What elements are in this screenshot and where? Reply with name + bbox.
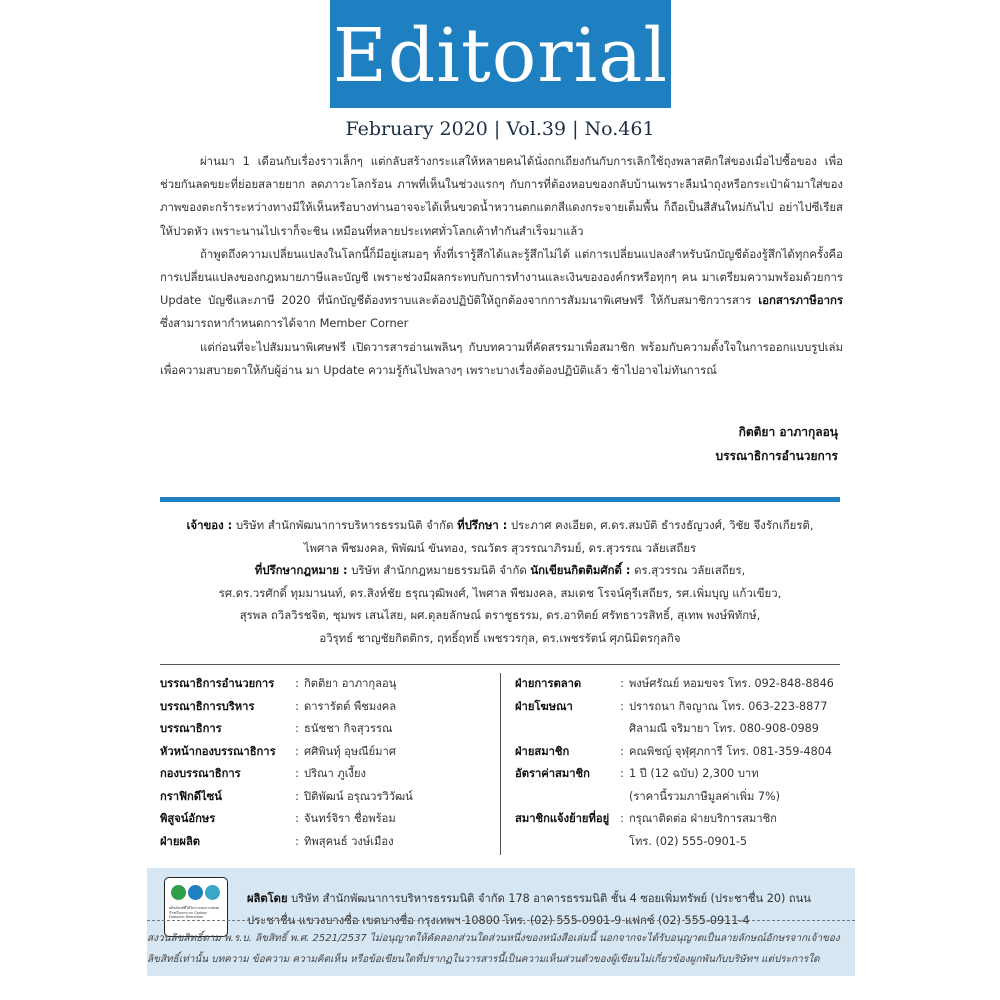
consultant-value: ประภาศ คงเอียด, ศ.ดร.สมบัติ ธำรงธัญวงศ์, วิชัย จึงรักเกียรติ, bbox=[510, 518, 814, 532]
copyright-notice: สงวนลิขสิทธิ์ตาม พ.ร.บ. ลิขสิทธิ์ พ.ศ. 2521/2537 ไม่อนุญาตให้คัดลอกส่วนใดส่วนหนึ่งของหนังสือเล่มนี้ นอกจากจะได้รับอนุญาตเป็นลายลักษณ์อักษรจากเจ้าของลิขสิทธิ์เท่านั้น บทความ ข้อความ ความคิดเห็น หรือข้อเขียนใดที่ปรากฏในวารสารนี้เป็นความเห็นส่วนตัวของผู้เขียนไม่เกี่ยวข้องผูกพันกับบริษัทฯ แต่ประการใด bbox=[147, 933, 840, 965]
staff-value bbox=[304, 786, 413, 809]
drop-icon bbox=[205, 885, 220, 900]
publisher-label: ผลิตโดย bbox=[247, 892, 288, 905]
footprint-icon bbox=[188, 885, 203, 900]
staff-colon: : bbox=[295, 677, 299, 690]
staff-role: บรรณาธิการอำนวยการ bbox=[160, 677, 275, 690]
staff-divider bbox=[160, 664, 840, 665]
staff-role: ฝ่ายผลิต bbox=[160, 834, 201, 848]
advisors-line: ไพศาล พืชมงคล, พิพัฒน์ ขันทอง, รณวัตร สุวรรณาภิรมย์, ดร.สุวรรณ วลัยเสถียร bbox=[303, 540, 697, 555]
staff-value-line: ธนัชชา กิจสุวรรณ bbox=[304, 722, 393, 735]
staff-value-line: (ราคานี้รวมภาษีมูลค่าเพิ่ม 7%) bbox=[629, 789, 781, 803]
staff-value-line: 1 ปี (12 ฉบับ) 2,300 บาท bbox=[629, 767, 759, 780]
staff-value-line: กิตติยา อาภากุลอนุ bbox=[304, 677, 397, 690]
staff-role: พิสูจน์อักษร bbox=[160, 812, 216, 825]
staff-value bbox=[629, 673, 834, 696]
staff-value-line: ปิติพัฒน์ อรุณวรวิวัฒน์ bbox=[304, 789, 413, 803]
honorary-label: นักเขียนกิตติมศักดิ์ : bbox=[530, 563, 631, 577]
editorial-paragraph: ผ่านมา 1 เดือนกับเรื่องราวเล็กๆ แต่กลับสร้างกระแสให้หลายคนได้นั่งถกเถียงกันกับการเลิกใช้ถุงพลาสติกใส่ของเมื่อไปซื้อของ เพื่อช่วยกันลดขยะที่ย่อยสลายยาก ลดภาวะโลกร้อน ภาพที่เห็นในช่วงแรกๆ กับการที่ต้องหอบของกลับบ้านเพราะลืมนำถุงหรือกระเป๋าผ้ามาใส่ของ ภาพของตะกร้าระหว่างทางมีให้เห็นหรือบางท่านอาจจะได้เห็นขวดน้ำหวานตกแตกสีแดงกระจายเต็มพื้น ก็ถือเป็นสีสันใหม่กันไป อย่าไปซีเรียสให้ปวดหัว เพราะนานไปเราก็จะชิน เหมือนที่หลายประเทศทั่วโลกเค้าทำกันสำเร็จมาแล้ว bbox=[160, 154, 843, 238]
staff-list-left bbox=[160, 673, 490, 853]
staff-value-line: คณพิชญ์ จุฬุศุภการี โทร. 081-359-4804 bbox=[629, 744, 832, 758]
staff-value bbox=[304, 718, 392, 741]
staff-row bbox=[160, 808, 490, 831]
editorial-paragraph: แต่ก่อนที่จะไปสัมมนาพิเศษฟรี เปิดวารสารอ่านเพลินๆ กับบทความที่คัดสรรมาเพื่อสมาชิก พร้อมกับความตั้งใจในการออกแบบรูปเล่มเพื่อความสบายตาให้กับผู้อ่าน มา Update ความรู้กันไปพลางๆ เพราะบางเรื่องต้องปฏิบัติแล้ว ช้าไปอาจไม่ทันการณ์ bbox=[160, 339, 843, 377]
staff-list-right bbox=[500, 673, 860, 855]
staff-role: ฝ่ายการตลาด bbox=[515, 677, 582, 690]
paragraph-text: ซึ่งสามารถหากำหนดการได้จาก Member Corner bbox=[160, 316, 409, 331]
staff-role: บรรณาธิการบริหาร bbox=[160, 699, 255, 713]
advisors-line bbox=[160, 514, 840, 537]
staff-value-line: ปรารถนา กิจญาณ โทร. 063-223-8877 bbox=[629, 699, 828, 713]
staff-row bbox=[160, 831, 490, 854]
editorial-paragraph bbox=[160, 243, 843, 336]
staff-value-line: ดารารัตต์ พืชมงคล bbox=[304, 699, 397, 713]
staff-row bbox=[515, 673, 860, 696]
issue-line: February 2020 | Vol.39 | No.461 bbox=[345, 118, 655, 140]
staff-colon: : bbox=[620, 744, 624, 758]
owner-label: เจ้าของ : bbox=[186, 518, 233, 532]
copyright-divider bbox=[147, 920, 855, 921]
staff-value bbox=[304, 741, 396, 764]
advisors-line: สุรพล ถวิลวิรชจิต, ชุมพร เสนไสย, ผศ.ดุลยลักษณ์ ตราชูธรรม, ดร.อาทิตย์ ศรัทธาวรสิทธิ์, สุเทพ พงษ์พิทักษ์, bbox=[239, 608, 761, 622]
journal-name: เอกสารภาษีอากร bbox=[758, 293, 843, 308]
staff-value bbox=[629, 696, 828, 741]
staff-role: อัตราค่าสมาชิก bbox=[515, 767, 590, 780]
signature bbox=[715, 420, 838, 468]
publisher-address: บริษัท สำนักพัฒนาการบริหารธรรมนิติ จำกัด 178 อาคารธรรมนิติ ชั้น 4 ซอยเพิ่มทรัพย์ (ประชาชื่น 20) ถนนประชาชื่น แขวงบางซื่อ เขตบางซื่อ กรุงเทพฯ 10800 โทร. (02) 555-0901-9 แฟกซ์ (02) 555-0911-4 bbox=[247, 892, 811, 927]
staff-colon: : bbox=[620, 767, 624, 780]
staff-value bbox=[629, 741, 832, 764]
staff-colon: : bbox=[295, 699, 299, 713]
staff-value-line: ศิลามณี จริมายา โทร. 080-908-0989 bbox=[629, 722, 819, 735]
staff-value-line: จันทร์จิรา ชื่อพร้อม bbox=[304, 812, 396, 825]
leaf-icon bbox=[171, 885, 186, 900]
staff-value-line: โทร. (02) 555-0901-5 bbox=[629, 834, 748, 848]
staff-role: กราฟิกดีไซน์ bbox=[160, 789, 222, 803]
legal-value: บริษัท สำนักกฎหมายธรรมนิติ จำกัด bbox=[351, 563, 527, 577]
signature-name: กิตติยา อาภากุลอนุ bbox=[738, 425, 838, 439]
publisher-text bbox=[247, 888, 847, 932]
staff-value bbox=[629, 763, 780, 808]
staff-colon: : bbox=[295, 834, 299, 848]
staff-value-line: กรุณาติดต่อ ฝ่ายบริการสมาชิก bbox=[629, 812, 777, 825]
masthead bbox=[330, 0, 671, 108]
staff-value bbox=[629, 808, 777, 853]
staff-row bbox=[515, 808, 860, 853]
staff-colon: : bbox=[620, 812, 624, 825]
advisors-line: รศ.ดร.วรศักดิ์ ทุมมานนท์, ดร.สิงห์ชัย ธรุณวุฒิพงศ์, ไพศาล พืชมงคล, สมเดช โรจน์คุรีเสถียร, รศ.เพิ่มบุญ แก้วเขียว, bbox=[218, 585, 782, 600]
staff-colon: : bbox=[620, 699, 624, 713]
staff-value-line: ปริณา ภูเงี้ยง bbox=[304, 767, 367, 780]
badge-text: ผลิตภัณฑ์ที่ได้รับการลดการปล่อยก๊าซเรือนกระจก Carbon Footprint Reduction bbox=[169, 906, 220, 919]
staff-role: หัวหน้ากองบรรณาธิการ bbox=[160, 744, 276, 758]
staff-value bbox=[304, 673, 396, 696]
staff-value-line: ศศิพินทุ์ อุษณีย์มาศ bbox=[304, 744, 396, 758]
staff-row bbox=[160, 696, 490, 719]
consultant-label: ที่ปรึกษา : bbox=[457, 518, 508, 532]
staff-role: กองบรรณาธิการ bbox=[160, 767, 241, 780]
staff-colon: : bbox=[295, 767, 299, 780]
honorary-value: ดร.สุวรรณ วลัยเสถียร, bbox=[634, 563, 746, 577]
section-divider bbox=[160, 497, 840, 502]
staff-role: สมาชิกแจ้งย้ายที่อยู่ bbox=[515, 812, 610, 825]
staff-row bbox=[160, 741, 490, 764]
paragraph-text: ถ้าพูดถึงความเปลี่ยนแปลงในโลกนี้ก็มีอยู่เสมอๆ ทั้งที่เรารู้สึกได้และรู้สึกไม่ได้ แต่การเปลี่ยนแปลงสำหรับนักบัญชีต้องรู้สึกได้ทุกครั้งคือ การเปลี่ยนแปลงของกฎหมายภาษีและบัญชี เพราะช่วงมีผลกระทบกับการทำงานและเงินขององค์กรหรือทุกๆ คน มาเตรียมความพร้อมด้วยการ Update บัญชีและภาษี 2020 ที่นักบัญชีต้องทราบและต้องปฏิบัติให้ถูกต้องจากการสัมมนาพิเศษฟรี ให้กับสมาชิกวารสาร bbox=[160, 246, 843, 308]
advisors-line bbox=[160, 559, 840, 582]
staff-row bbox=[160, 718, 490, 741]
staff-row bbox=[515, 763, 860, 808]
staff-row bbox=[160, 786, 490, 809]
staff-colon: : bbox=[295, 789, 299, 803]
staff-row bbox=[160, 673, 490, 696]
legal-label: ที่ปรึกษากฎหมาย : bbox=[254, 563, 348, 577]
staff-colon: : bbox=[295, 812, 299, 825]
staff-value bbox=[304, 763, 366, 786]
staff-value bbox=[304, 831, 394, 854]
staff-value-line: ทิพสุคนธ์ วงษ์เมือง bbox=[304, 834, 394, 848]
owner-value: บริษัท สำนักพัฒนาการบริหารธรรมนิติ จำกัด bbox=[235, 518, 454, 532]
staff-value-line: พงษ์ศรัณย์ หอมขจร โทร. 092-848-8846 bbox=[629, 677, 834, 690]
staff-colon: : bbox=[620, 677, 624, 690]
advisors-line: อวิรุทธ์ ชาญชัยกิตติกร, ฤทธิ์ฤทธิ์ เพชรวรกุล, ดร.เพชรรัตน์ ศุภนิมิตรกุลกิจ bbox=[319, 630, 681, 645]
staff-role: ฝ่ายสมาชิก bbox=[515, 744, 570, 758]
masthead-title: Editorial bbox=[332, 13, 669, 99]
editorial-body bbox=[160, 150, 843, 382]
staff-role: ฝ่ายโฆษณา bbox=[515, 699, 573, 713]
staff-row bbox=[515, 696, 860, 741]
staff-value bbox=[304, 696, 396, 719]
staff-row bbox=[515, 741, 860, 764]
signature-title: บรรณาธิการอำนวยการ bbox=[715, 449, 838, 463]
staff-row bbox=[160, 763, 490, 786]
staff-colon: : bbox=[295, 722, 299, 735]
staff-value bbox=[304, 808, 396, 831]
staff-role: บรรณาธิการ bbox=[160, 722, 222, 735]
advisors-block bbox=[160, 514, 840, 649]
staff-colon: : bbox=[295, 744, 299, 758]
